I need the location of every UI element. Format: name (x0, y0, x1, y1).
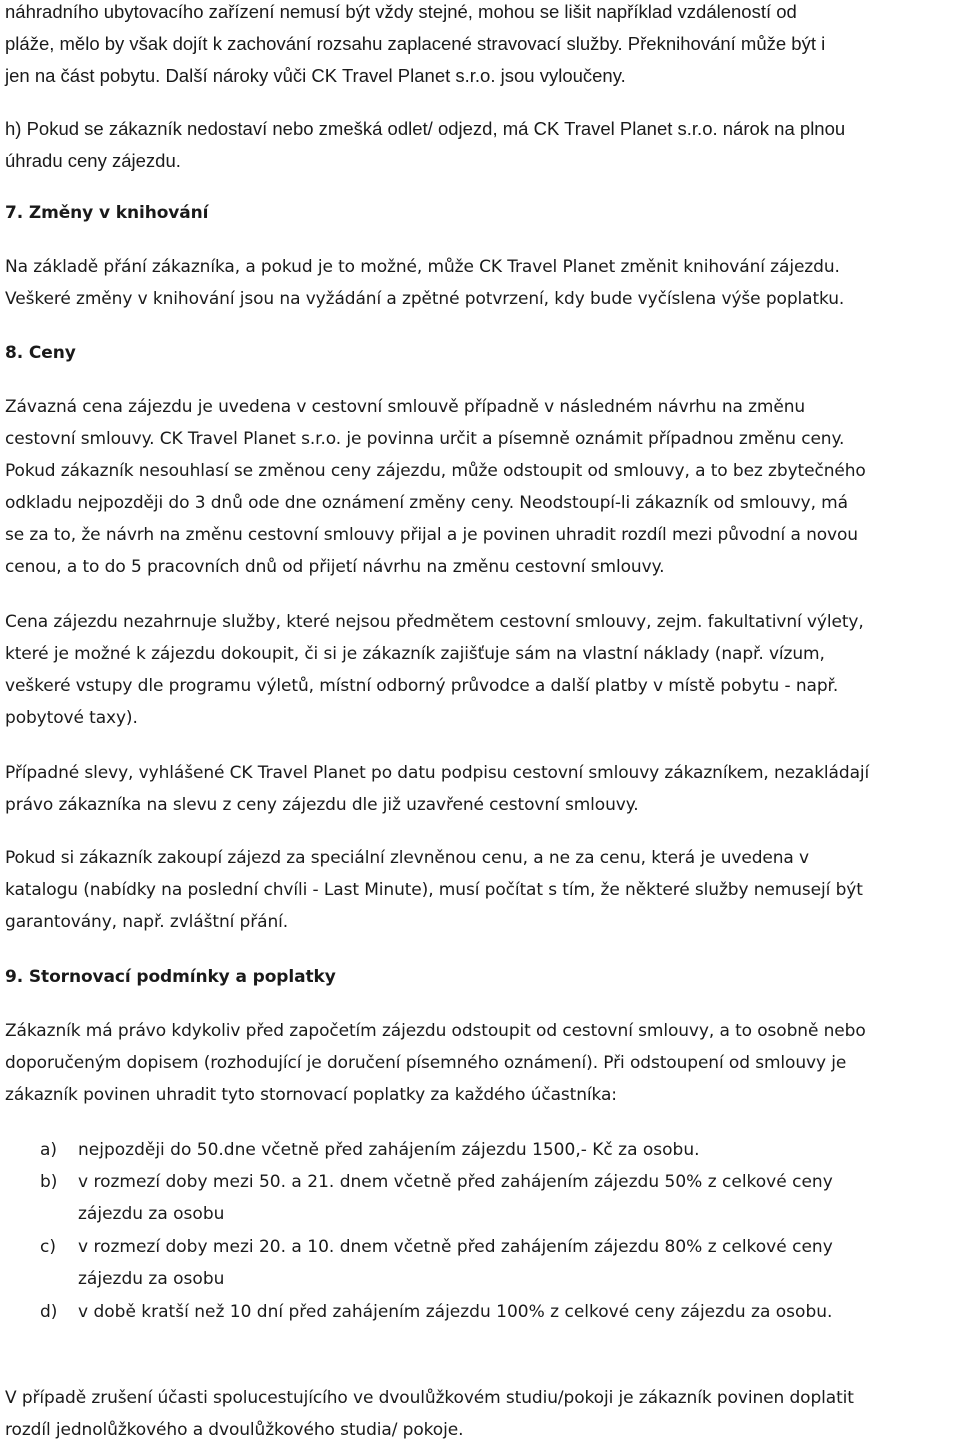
list-item (40, 1134, 950, 1166)
text-line: veškeré vstupy dle programu výletů, místní odborný průvodce a další platby v místě pobytu - např. (5, 676, 839, 696)
section-9-paragraph-2 (5, 1382, 957, 1446)
text-line: Na základě přání zákazníka, a pokud je to možné, může CK Travel Planet změnit knihování zájezdu. (5, 257, 840, 277)
list-marker: b) (40, 1172, 58, 1192)
text-line: právo zákazníka na slevu z ceny zájezdu dle již uzavřené cestovní smlouvy. (5, 795, 639, 815)
text-line: Zákazník má právo kdykoliv před započetím zájezdu odstoupit od cestovní smlouvy, a to osobně nebo (5, 1021, 866, 1041)
text-line: se za to, že návrh na změnu cestovní smlouvy přijal a je povinen uhradit rozdíl mezi původní a novou (5, 525, 858, 545)
list-marker: c) (40, 1237, 56, 1257)
intro-paragraph (5, 0, 957, 92)
text-line: rozdíl jednolůžkového a dvoulůžkového studia/ pokoje. (5, 1420, 464, 1440)
section-9-heading: 9. Stornovací podmínky a poplatky (5, 967, 336, 987)
text-line: pláže, mělo by však dojít k zachování rozsahu zaplacené stravovací služby. Překnihování může být i (5, 33, 826, 54)
text-line: Pokud zákazník nesouhlasí se změnou ceny zájezdu, může odstoupit od smlouvy, a to bez zbytečného (5, 461, 866, 481)
text-line: h) Pokud se zákazník nedostaví nebo zmešká odlet/ odjezd, má CK Travel Planet s.r.o. nárok na plnou (5, 118, 846, 139)
text-line: úhradu ceny zájezdu. (5, 150, 181, 171)
text-line: odkladu nejpozději do 3 dnů ode dne oznámení změny ceny. Neodstoupí-li zákazník od smlouvy, má (5, 493, 848, 513)
text-line: které je možné k zájezdu dokoupit, či si je zákazník zajišťuje sám na vlastní náklady (např. vízum, (5, 644, 825, 664)
text-line: doporučeným dopisem (rozhodující je doručení písemného oznámení). Při odstoupení od smlouvy je (5, 1053, 847, 1073)
text-line: Cena zájezdu nezahrnuje služby, které nejsou předmětem cestovní smlouvy, zejm. fakultativní výlety, (5, 612, 864, 632)
list-item-text: v době kratší než 10 dní před zahájením zájezdu 100% z celkové ceny zájezdu za osobu. (78, 1302, 833, 1322)
section-8-paragraph-4 (5, 842, 957, 938)
section-7-heading: 7. Změny v knihování (5, 203, 209, 223)
section-8-heading: 8. Ceny (5, 343, 76, 363)
list-marker: d) (40, 1302, 58, 1322)
section-8-paragraph-1 (5, 391, 957, 583)
section-7-paragraph (5, 251, 957, 315)
section-8-paragraph-3 (5, 757, 957, 821)
section-8-paragraph-2 (5, 606, 957, 734)
text-line: Případné slevy, vyhlášené CK Travel Planet po datu podpisu cestovní smlouvy zákazníkem, nezakládají (5, 763, 870, 783)
clause-h-paragraph (5, 113, 957, 177)
text-line: garantovány, např. zvláštní přání. (5, 912, 289, 932)
section-9-paragraph-1 (5, 1015, 957, 1111)
text-line: náhradního ubytovacího zařízení nemusí být vždy stejné, mohou se lišit například vzdáleností od (5, 1, 797, 22)
list-item-text: nejpozději do 50.dne včetně před zahájením zájezdu 1500,- Kč za osobu. (78, 1140, 700, 1160)
list-item-text: v rozmezí doby mezi 50. a 21. dnem včetně před zahájením zájezdu 50% z celkové ceny (78, 1172, 833, 1192)
list-item-continuation: zájezdu za osobu (78, 1204, 225, 1224)
list-marker: a) (40, 1140, 58, 1160)
list-item-continuation: zájezdu za osobu (78, 1269, 225, 1289)
text-line: zákazník povinen uhradit tyto stornovací poplatky za každého účastníka: (5, 1085, 617, 1105)
text-line: Pokud si zákazník zakoupí zájezd za speciální zlevněnou cenu, a ne za cenu, která je uvedena v (5, 848, 810, 868)
text-line: Veškeré změny v knihování jsou na vyžádání a zpětné potvrzení, kdy bude vyčíslena výše poplatku. (5, 289, 845, 309)
text-line: cenou, a to do 5 pracovních dnů od přijetí návrhu na změnu cestovní smlouvy. (5, 557, 665, 577)
text-line: cestovní smlouvy. CK Travel Planet s.r.o. je povinna určit a písemně oznámit případnou změnu ceny. (5, 429, 845, 449)
list-item-text: v rozmezí doby mezi 20. a 10. dnem včetně před zahájením zájezdu 80% z celkové ceny (78, 1237, 833, 1257)
list-item (40, 1166, 950, 1230)
text-line: katalogu (nabídky na poslední chvíli - Last Minute), musí počítat s tím, že některé služby nemusejí být (5, 880, 863, 900)
text-line: jen na část pobytu. Další nároky vůči CK Travel Planet s.r.o. jsou vyloučeny. (5, 65, 626, 86)
text-line: pobytové taxy). (5, 708, 138, 728)
list-item (40, 1231, 950, 1295)
text-line: V případě zrušení účasti spolucestujícího ve dvoulůžkovém studiu/pokoji je zákazník povinen doplatit (5, 1388, 854, 1408)
text-line: Závazná cena zájezdu je uvedena v cestovní smlouvě případně v následném návrhu na změnu (5, 397, 806, 417)
list-item (40, 1296, 950, 1328)
